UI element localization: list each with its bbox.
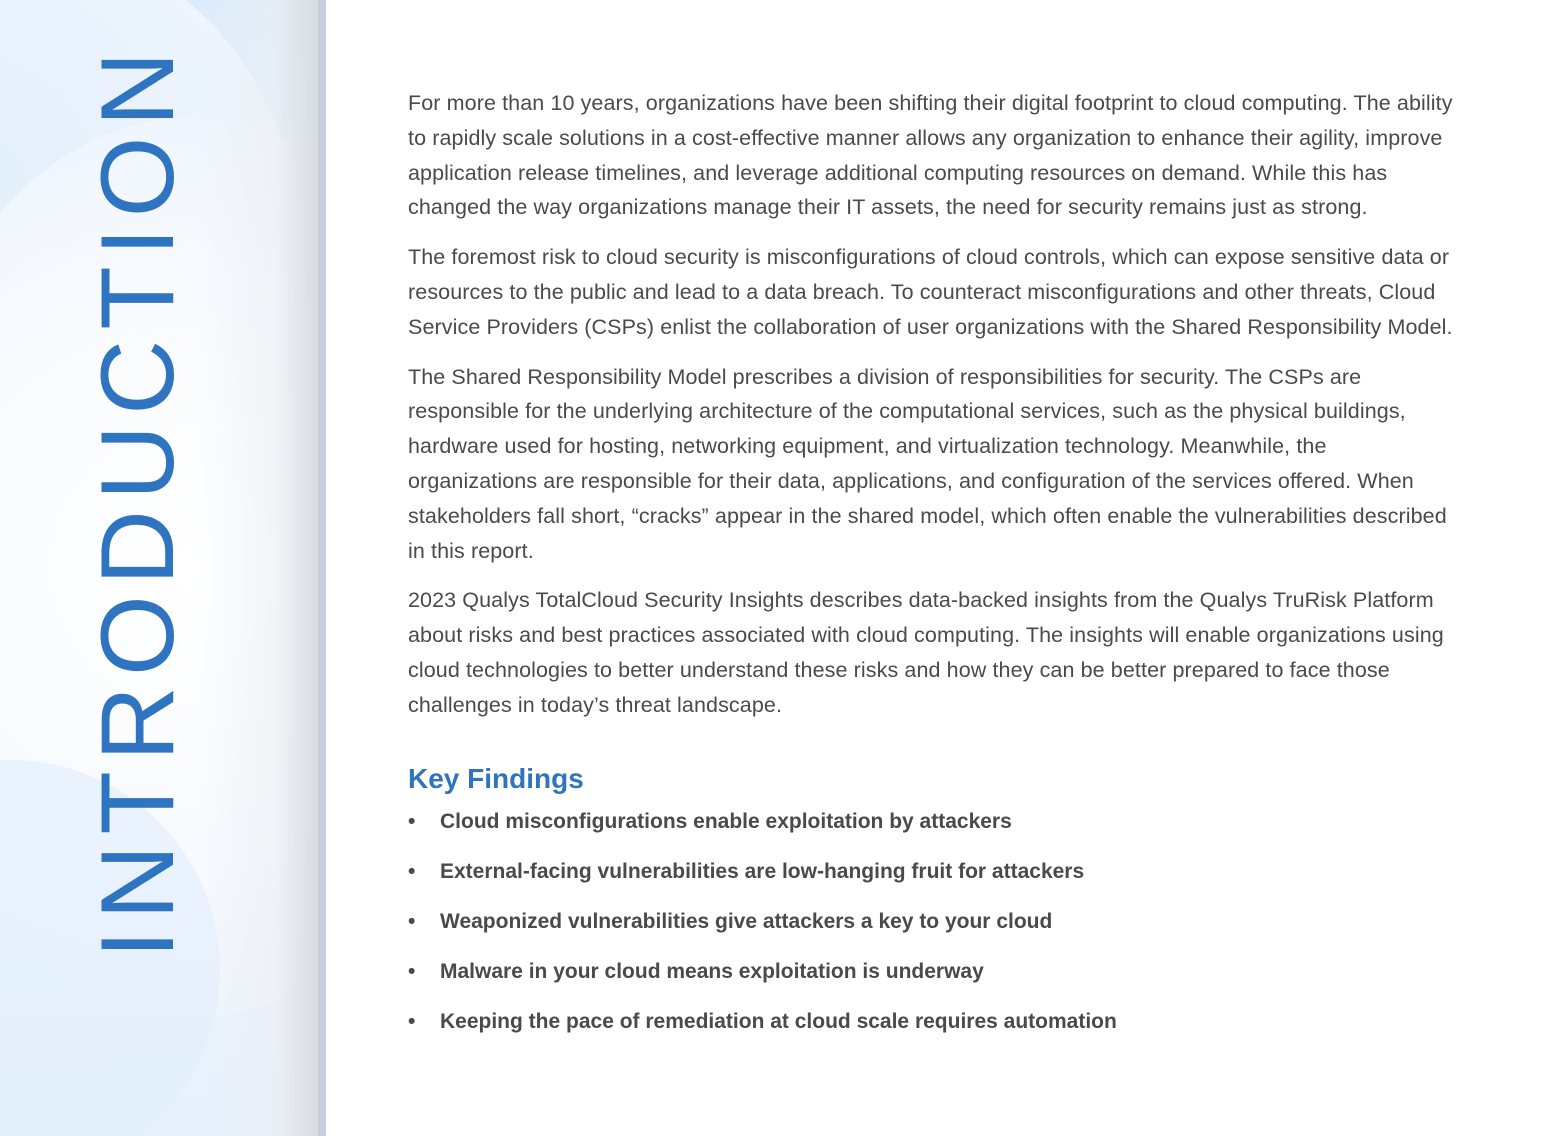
bullet-icon: • bbox=[408, 959, 416, 983]
intro-paragraph: 2023 Qualys TotalCloud Security Insights describes data-backed insights from the Qualys TruRisk Platform about risks and best practices associated with cloud computing. The insights will enable organizations using cloud technologies to better understand these risks and how they can be better prepared to face those challenges in today’s threat landscape. bbox=[408, 588, 1444, 717]
bullet-icon: • bbox=[408, 809, 416, 833]
intro-paragraph: The Shared Responsibility Model prescribes a division of responsibilities for security. The CSPs are responsible for the underlying architecture of the computational services, such as the physical buildings, hardware used for hosting, networking equipment, and virtualization technology. Meanwhile, the organizations are responsible for their data, applications, and configuration of the services offered. When stakeholders fall short, “cracks” appear in the shared model, which often enable the vulnerabilities described in this report. bbox=[408, 364, 1447, 563]
finding-text: External-facing vulnerabilities are low-hanging fruit for attackers bbox=[440, 859, 1085, 883]
sidebar-panel bbox=[0, 0, 326, 1136]
finding-text: Keeping the pace of remediation at cloud scale requires automation bbox=[440, 1009, 1117, 1033]
bullet-icon: • bbox=[408, 909, 416, 933]
intro-paragraph: For more than 10 years, organizations have been shifting their digital footprint to cloud computing. The ability to rapidly scale solutions in a cost-effective manner allows any organization to enhance their agility, improve application release timelines, and leverage additional computing resources on demand. While this has changed the way organizations manage their IT assets, the need for security remains just as strong. bbox=[408, 91, 1453, 220]
bullet-icon: • bbox=[408, 1009, 416, 1033]
list-item bbox=[408, 857, 1458, 907]
finding-text: Malware in your cloud means exploitation is underway bbox=[440, 959, 984, 983]
sidebar-shadow bbox=[200, 0, 326, 1136]
main-content bbox=[408, 86, 1458, 1057]
finding-text: Cloud misconfigurations enable exploitation by attackers bbox=[440, 809, 1012, 833]
bullet-icon: • bbox=[408, 859, 416, 883]
list-item bbox=[408, 1007, 1458, 1057]
key-findings-heading: Key Findings bbox=[408, 762, 584, 794]
list-item bbox=[408, 807, 1458, 857]
intro-paragraph: The foremost risk to cloud security is misconfigurations of cloud controls, which can expose sensitive data or resources to the public and lead to a data breach. To counteract misconfigurations and other threats, Cloud Service Providers (CSPs) enlist the collaboration of user organizations with the Shared Responsibility Model. bbox=[408, 245, 1453, 339]
sidebar-edge bbox=[318, 0, 326, 1136]
key-findings-list bbox=[408, 807, 1458, 1057]
finding-text: Weaponized vulnerabilities give attackers a key to your cloud bbox=[440, 909, 1053, 933]
list-item bbox=[408, 957, 1458, 1007]
list-item bbox=[408, 907, 1458, 957]
section-title: INTRODUCTION bbox=[80, 41, 196, 959]
